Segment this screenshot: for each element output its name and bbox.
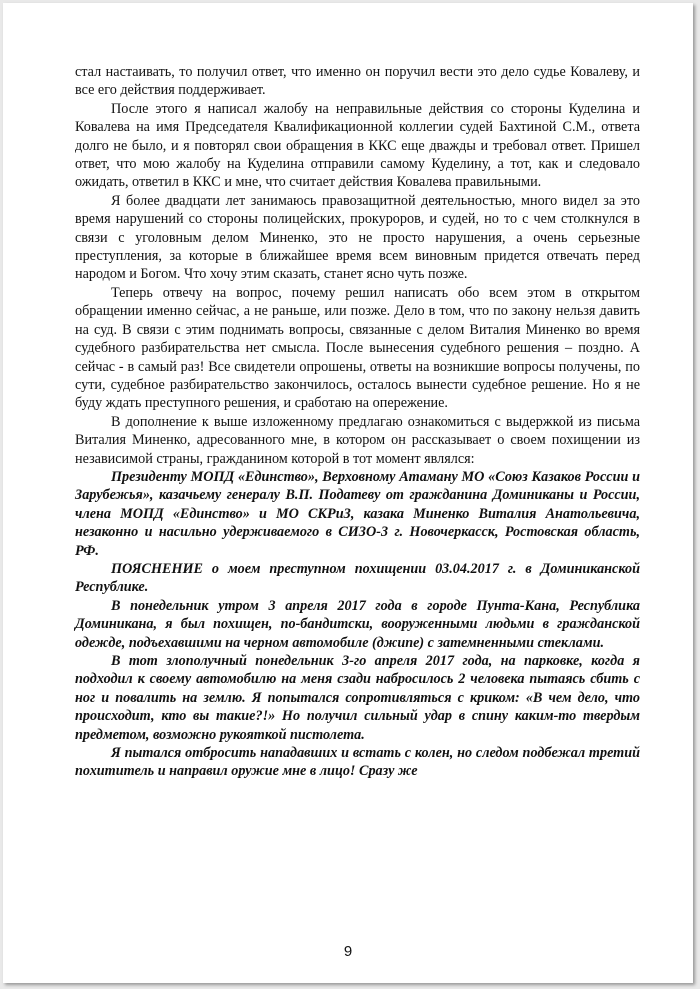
document-page	[3, 3, 693, 983]
letter-address: Президенту МОПД «Единство», Верховному Атаману МО «Союз Казаков России и Зарубежья», казачьему генералу В.П. Податеву от гражданина Доминиканы и России, члена МОПД «Единство» и МО СКРиЗ, казака Миненко Виталия Анатольевича, незаконно и насильно удерживаемого в СИЗО-3 г. Новочеркасск, Ростовская область, РФ.	[75, 468, 640, 559]
paragraph: В дополнение к выше изложенному предлагаю ознакомиться с выдержкой из письма Виталия Миненко, адресованного мне, в котором он рассказывает о своем похищении из независимой страны, гражданином которой в тот момент являлся:	[75, 413, 640, 467]
letter-paragraph: В понедельник утром 3 апреля 2017 года в городе Пунта-Кана, Республика Доминикана, я был похищен, по-бандитски, вооруженными людьми в гражданской одежде, подъехавшими на черном автомобиле (джипе) с затемненными стеклами.	[75, 597, 640, 651]
page-number: 9	[343, 943, 353, 960]
paragraph: После этого я написал жалобу на неправильные действия со стороны Куделина и Ковалева на имя Председателя Квалификационной коллегии судей Бахтиной С.М., ответа долго не было, и я повторял свои обращения в ККС еще дважды и требовал ответ. Пришел ответ, что мою жалобу на Куделина отправили самому Куделину, а тот, как и следовало ожидать, ответил в ККС и мне, что считает действия Ковалева правильными.	[75, 100, 640, 191]
page-body	[75, 63, 640, 781]
paragraph: Теперь отвечу на вопрос, почему решил написать обо всем этом в открытом обращении именно сейчас, а не раньше, или позже. Дело в том, что по закону нельзя давить на суд. В связи с этим поднимать вопросы, связанные с делом Виталия Миненко во время судебного разбирательства нет смысла. После вынесения судебного решения – поздно. А сейчас - в самый раз! Все свидетели опрошены, ответы на возникшие вопросы получены, по сути, судебное разбирательство закончилось, осталось вынести судебное решение. Но я не буду ждать преступного решения, и сработаю на опережение.	[75, 284, 640, 412]
paragraph: стал настаивать, то получил ответ, что именно он поручил вести это дело судье Ковалеву, и все его действия поддерживает.	[75, 64, 640, 99]
paragraph: Я более двадцати лет занимаюсь правозащитной деятельностью, много видел за это время нарушений со стороны полицейских, прокуроров, и судей, но то с чем столкнулся в связи с уголовным делом Миненко, это не просто нарушения, а очень серьезные преступления, за которые в ближайшее время всем виновным придется отвечать перед народом и Богом. Что хочу этим сказать, станет ясно чуть позже.	[75, 192, 640, 283]
letter-paragraph: Я пытался отбросить нападавших и встать с колен, но следом подбежал третий похититель и направил оружие мне в лицо! Сразу же	[75, 745, 640, 780]
letter-paragraph: В тот злополучный понедельник 3-го апреля 2017 года, на парковке, когда я подходил к своему автомобилю на меня сзади набросилось 2 человека пытаясь сбить с ног и повалить на землю. Я попытался сопротивляться с криком: «В чем дело, что происходит, кто вы такие?!» Но получил сильный удар в спину каким-то твердым предметом, возможно рукояткой пистолета.	[75, 653, 640, 743]
letter-heading: ПОЯСНЕНИЕ о моем преступном похищении 03.04.2017 г. в Доминиканской Республике.	[75, 560, 640, 596]
